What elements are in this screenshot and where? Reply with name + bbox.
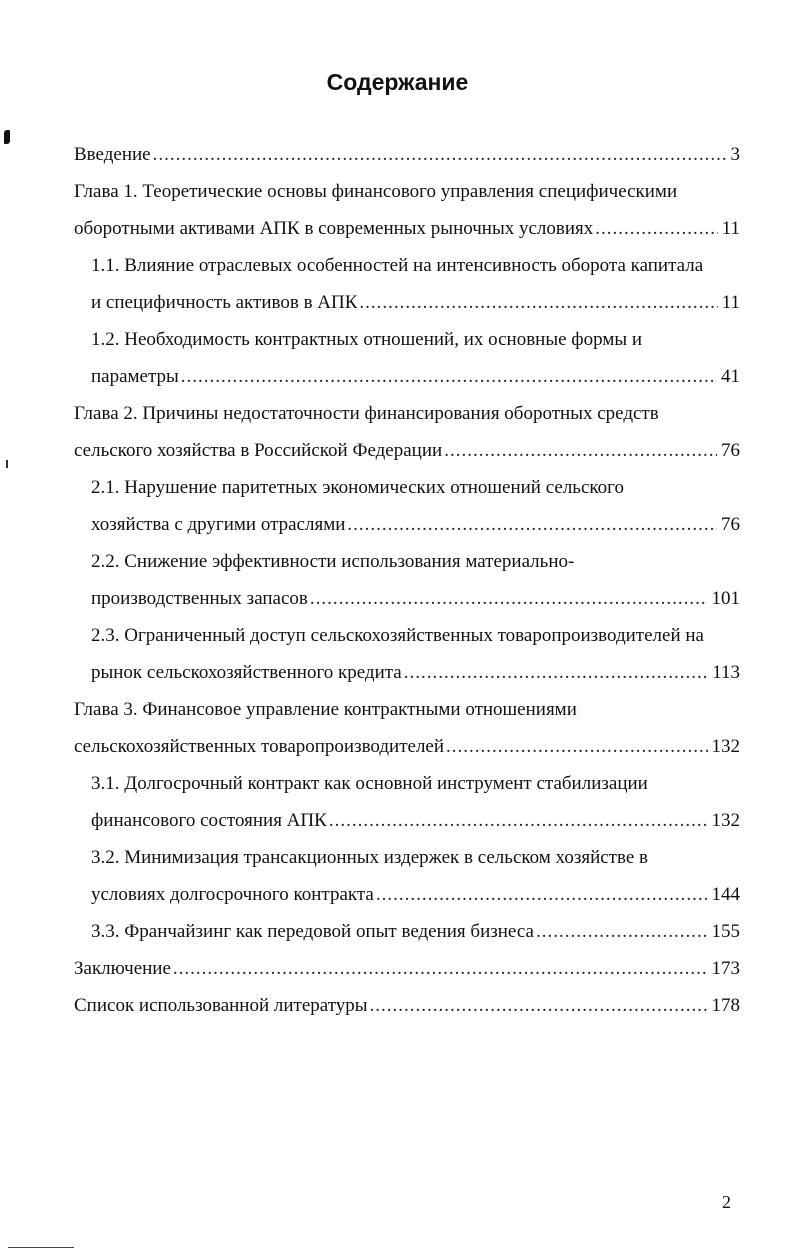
toc-entry-section-1-1[interactable] [74,284,740,321]
toc-page-number: 178 [711,995,740,1016]
toc-page-number: 132 [711,736,740,757]
table-of-contents [74,136,740,1024]
toc-entry-text: и специфичность активов в АПК [91,292,358,313]
toc-entry-text: параметры [91,366,179,387]
toc-entry-text: хозяйства с другими отраслями [91,514,346,535]
toc-entry-chapter-3[interactable] [74,728,740,765]
toc-entry-text: условиях долгосрочного контракта [91,884,374,905]
page-title: Содержание [326,69,469,95]
dot-leader [347,506,717,543]
toc-entry-text: 3.3. Франчайзинг как передовой опыт ведения бизнеса [91,921,534,942]
dot-leader [329,802,708,839]
toc-entry-text: Список использованной литературы [74,995,368,1016]
toc-page-number: 11 [721,218,740,239]
dot-leader [536,913,708,950]
toc-entry-text: сельскохозяйственных товаропроизводителей [74,736,445,757]
toc-page-number: 41 [721,366,740,387]
page-number: 2 [722,1192,731,1212]
toc-entry-text: Заключение [74,958,171,979]
dot-leader [446,728,707,765]
toc-entry-section-2-1[interactable] [74,506,740,543]
toc-entry-section-3-1[interactable] [74,802,740,839]
dot-leader [173,950,708,987]
scan-artifact [4,130,10,144]
toc-entry-text: оборотными активами АПК в современных рыночных условиях [74,218,594,239]
toc-page-number: 155 [711,921,740,942]
toc-page-number: 144 [711,884,740,905]
toc-entry-section-3-1-line1[interactable]: 3.1. Долгосрочный контракт как основной инструмент стабилизации [91,773,648,794]
toc-entry-bibliography[interactable] [74,987,740,1024]
dot-leader [376,876,708,913]
toc-entry-text: Введение [74,144,151,165]
toc-entry-chapter-1-line1[interactable]: Глава 1. Теоретические основы финансового управления специфическими [74,181,678,202]
dot-leader [444,432,717,469]
toc-entry-chapter-2[interactable] [74,432,740,469]
toc-entry-section-2-2[interactable] [74,580,740,617]
toc-entry-introduction[interactable] [74,136,740,173]
toc-entry-section-2-2-line1[interactable]: 2.2. Снижение эффективности использования материально- [91,551,575,572]
toc-entry-section-1-2[interactable] [74,358,740,395]
toc-page-number: 76 [721,440,740,461]
toc-entry-chapter-1[interactable] [74,210,740,247]
dot-leader [310,580,708,617]
toc-page-number: 113 [712,662,740,683]
toc-entry-section-2-1-line1[interactable]: 2.1. Нарушение паритетных экономических отношений сельского [91,477,624,498]
toc-entry-section-3-2[interactable] [74,876,740,913]
toc-entry-chapter-3-line1[interactable]: Глава 3. Финансовое управление контрактными отношениями [74,699,577,720]
toc-entry-section-1-2-line1[interactable]: 1.2. Необходимость контрактных отношений, их основные формы и [91,329,643,350]
toc-page-number: 3 [730,144,740,165]
toc-entry-section-3-2-line1[interactable]: 3.2. Минимизация трансакционных издержек в сельском хозяйстве в [91,847,648,868]
toc-page-number: 132 [711,810,740,831]
dot-leader [370,987,708,1024]
toc-page-number: 76 [721,514,740,535]
toc-entry-section-2-3[interactable] [74,654,740,691]
dot-leader [359,284,717,321]
scan-artifact [6,460,8,468]
toc-entry-section-3-3[interactable] [74,913,740,950]
dot-leader [404,654,708,691]
toc-entry-chapter-2-line1[interactable]: Глава 2. Причины недостаточности финансирования оборотных средств [74,403,659,424]
toc-entry-section-2-3-line1[interactable]: 2.3. Ограниченный доступ сельскохозяйственных товаропроизводителей на [91,625,704,646]
toc-page-number: 173 [711,958,740,979]
toc-entry-text: финансового состояния АПК [91,810,327,831]
toc-entry-conclusion[interactable] [74,950,740,987]
dot-leader [595,210,717,247]
toc-page-number: 11 [721,292,740,313]
toc-page-number: 101 [711,588,740,609]
dot-leader [153,136,727,173]
toc-entry-section-1-1-line1[interactable]: 1.1. Влияние отраслевых особенностей на интенсивность оборота капитала [91,255,704,276]
toc-entry-text: производственных запасов [91,588,308,609]
toc-entry-text: сельского хозяйства в Российской Федерации [74,440,443,461]
scan-artifact-line [8,1247,74,1248]
toc-entry-text: рынок сельскохозяйственного кредита [91,662,402,683]
dot-leader [181,358,717,395]
